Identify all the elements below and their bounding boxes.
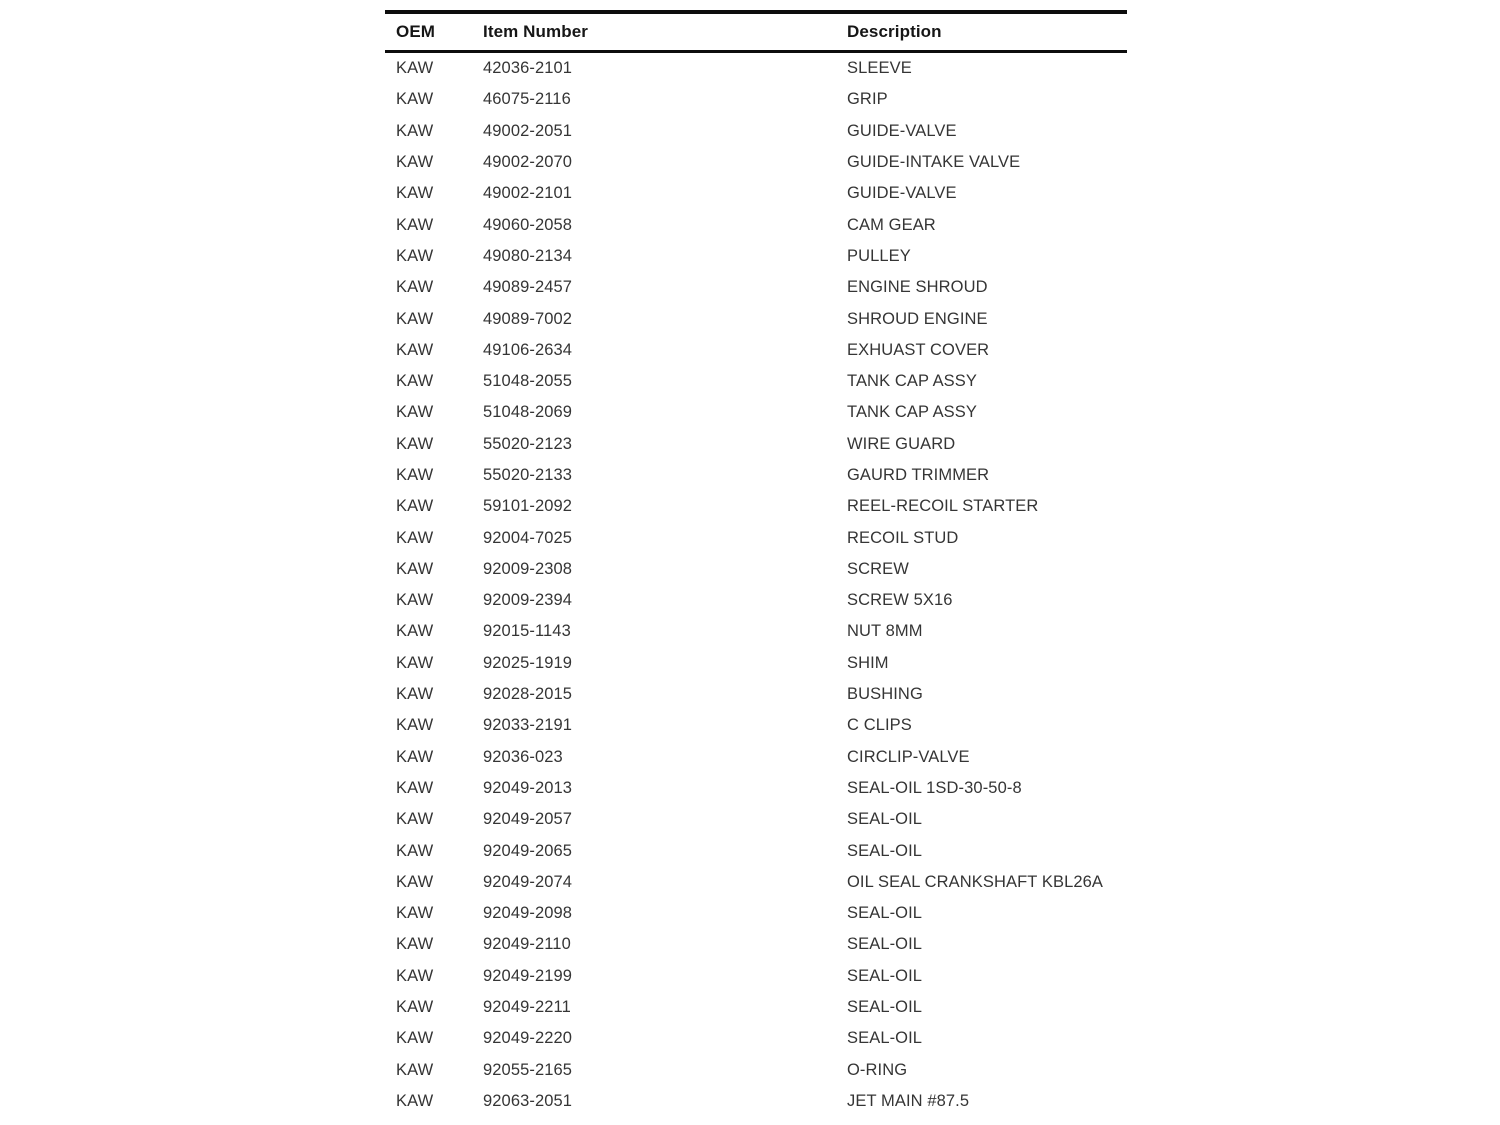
cell-item-number: 92036-023 [483, 747, 563, 766]
table-row [385, 679, 1127, 710]
cell-item-number: 92049-2057 [483, 810, 573, 829]
table-row [385, 241, 1127, 272]
cell-oem: KAW [396, 935, 434, 954]
cell-item-number: 49060-2058 [483, 215, 573, 234]
cell-oem: KAW [396, 966, 434, 985]
cell-description: O-RING [847, 1060, 908, 1079]
cell-description: SEAL-OIL [847, 1029, 923, 1048]
cell-item-number: 55020-2133 [483, 466, 573, 484]
table-row [385, 147, 1127, 178]
cell-oem: KAW [396, 685, 434, 704]
cell-description: SEAL-OIL 1SD-30-50-8 [847, 778, 1022, 797]
cell-description: TANK CAP ASSY [847, 403, 977, 422]
cell-description: C CLIPS [847, 716, 912, 735]
table-row [385, 1023, 1127, 1054]
cell-description: BUSHING [847, 685, 923, 704]
table-row [385, 710, 1127, 741]
cell-oem: KAW [396, 121, 434, 140]
table-row [385, 522, 1127, 553]
cell-description: SHROUD ENGINE [847, 309, 988, 328]
table-row [385, 992, 1127, 1023]
cell-oem: KAW [396, 998, 434, 1017]
cell-item-number: 51048-2069 [483, 403, 573, 422]
cell-description: GUIDE-VALVE [847, 184, 957, 203]
cell-item-number: 92055-2165 [483, 1060, 573, 1079]
cell-item-number: 92049-2074 [483, 872, 573, 891]
cell-description: JET MAIN #87.5 [847, 1091, 970, 1110]
cell-oem: KAW [396, 372, 434, 391]
cell-oem: KAW [396, 246, 434, 265]
cell-item-number: 49002-2070 [483, 153, 573, 172]
cell-oem: KAW [396, 653, 434, 672]
cell-description: SLEEVE [847, 59, 912, 78]
table-row [385, 272, 1127, 303]
cell-oem: KAW [396, 497, 434, 516]
table-row [385, 554, 1127, 585]
cell-oem: KAW [396, 466, 434, 484]
cell-oem: KAW [396, 747, 434, 766]
table-row [385, 116, 1127, 147]
cell-oem: KAW [396, 403, 434, 422]
cell-description: GUIDE-VALVE [847, 121, 957, 140]
table-row [385, 1055, 1127, 1086]
cell-oem: KAW [396, 153, 434, 172]
table-header-row [385, 14, 1127, 53]
cell-oem: KAW [396, 1091, 434, 1110]
cell-oem: KAW [396, 1029, 434, 1048]
cell-description: EXHUAST COVER [847, 340, 990, 359]
table-row [385, 209, 1127, 240]
table-row [385, 460, 1127, 491]
cell-item-number: 92049-2013 [483, 778, 573, 797]
cell-item-number: 92004-7025 [483, 528, 573, 547]
cell-oem: KAW [396, 716, 434, 735]
cell-oem: KAW [396, 278, 434, 297]
cell-description: GRIP [847, 90, 888, 109]
cell-item-number: 59101-2092 [483, 497, 573, 516]
cell-oem: KAW [396, 309, 434, 328]
cell-description: SCREW [847, 559, 909, 578]
table-row [385, 53, 1127, 84]
cell-description: PULLEY [847, 246, 911, 265]
cell-item-number: 92049-2211 [483, 998, 571, 1017]
cell-oem: KAW [396, 528, 434, 547]
cell-description: TANK CAP ASSY [847, 372, 977, 391]
cell-item-number: 92009-2394 [483, 591, 573, 610]
cell-description: CAM GEAR [847, 215, 936, 234]
table-row [385, 178, 1127, 209]
table-row [385, 929, 1127, 960]
cell-item-number: 49089-7002 [483, 309, 573, 328]
cell-oem: KAW [396, 591, 434, 610]
cell-item-number: 92025-1919 [483, 653, 573, 672]
cell-oem: KAW [396, 559, 434, 578]
cell-oem: KAW [396, 59, 434, 78]
cell-description: GUIDE-INTAKE VALVE [847, 153, 1021, 172]
cell-oem: KAW [396, 340, 434, 359]
cell-item-number: 92033-2191 [483, 716, 573, 735]
column-header-description: Description [847, 22, 942, 41]
cell-item-number: 51048-2055 [483, 372, 573, 391]
cell-description: RECOIL STUD [847, 528, 959, 547]
cell-item-number: 92015-1143 [483, 622, 571, 641]
table-row [385, 742, 1127, 773]
cell-description: GAURD TRIMMER [847, 466, 990, 484]
cell-description: SEAL-OIL [847, 904, 923, 923]
table-row [385, 898, 1127, 929]
cell-oem: KAW [396, 778, 434, 797]
cell-description: SEAL-OIL [847, 966, 923, 985]
table-row [385, 773, 1127, 804]
table-row [385, 1086, 1127, 1117]
cell-oem: KAW [396, 184, 434, 203]
table-row [385, 397, 1127, 428]
cell-item-number: 92049-2065 [483, 841, 573, 860]
table-row [385, 335, 1127, 366]
cell-item-number: 46075-2116 [483, 90, 571, 109]
table-row [385, 84, 1127, 115]
cell-item-number: 49089-2457 [483, 278, 573, 297]
cell-description: NUT 8MM [847, 622, 923, 641]
column-header-item-number: Item Number [483, 22, 589, 41]
cell-oem: KAW [396, 434, 434, 453]
cell-item-number: 49106-2634 [483, 340, 573, 359]
cell-description: SEAL-OIL [847, 935, 923, 954]
cell-description: CIRCLIP-VALVE [847, 747, 970, 766]
cell-description: SHIM [847, 653, 889, 672]
cell-item-number: 92049-2098 [483, 904, 573, 923]
table-row [385, 429, 1127, 460]
table-row [385, 585, 1127, 616]
cell-item-number: 49080-2134 [483, 246, 573, 265]
column-header-oem: OEM [396, 22, 436, 41]
cell-description: SCREW 5X16 [847, 591, 953, 610]
cell-oem: KAW [396, 904, 434, 923]
cell-item-number: 42036-2101 [483, 59, 573, 78]
cell-item-number: 92028-2015 [483, 685, 573, 704]
cell-description: OIL SEAL CRANKSHAFT KBL26A [847, 872, 1104, 891]
cell-oem: KAW [396, 841, 434, 860]
cell-item-number: 92049-2199 [483, 966, 573, 985]
cell-oem: KAW [396, 622, 434, 641]
cell-item-number: 55020-2123 [483, 434, 573, 453]
cell-description: ENGINE SHROUD [847, 278, 988, 297]
cell-description: SEAL-OIL [847, 998, 923, 1017]
cell-description: SEAL-OIL [847, 810, 923, 829]
cell-oem: KAW [396, 872, 434, 891]
cell-oem: KAW [396, 215, 434, 234]
table-row [385, 616, 1127, 647]
cell-item-number: 92049-2220 [483, 1029, 573, 1048]
cell-description: SEAL-OIL [847, 841, 923, 860]
table-row [385, 804, 1127, 835]
table-row [385, 648, 1127, 679]
cell-oem: KAW [396, 1060, 434, 1079]
cell-item-number: 92049-2110 [483, 935, 571, 954]
table-body [385, 53, 1127, 1117]
cell-item-number: 92063-2051 [483, 1091, 573, 1110]
table-row [385, 491, 1127, 522]
cell-description: REEL-RECOIL STARTER [847, 497, 1039, 516]
cell-oem: KAW [396, 810, 434, 829]
parts-table [385, 10, 1127, 1117]
table-row [385, 867, 1127, 898]
cell-description: WIRE GUARD [847, 434, 956, 453]
cell-item-number: 49002-2101 [483, 184, 573, 203]
cell-item-number: 49002-2051 [483, 121, 573, 140]
table-row [385, 303, 1127, 334]
table-row [385, 961, 1127, 992]
cell-oem: KAW [396, 90, 434, 109]
cell-item-number: 92009-2308 [483, 559, 573, 578]
table-row [385, 366, 1127, 397]
table-row [385, 835, 1127, 866]
